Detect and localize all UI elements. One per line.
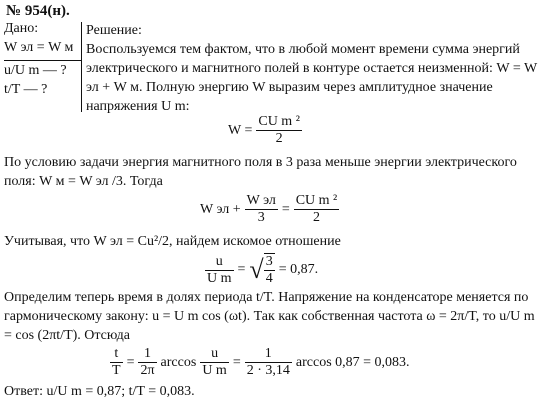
given-divider-vertical <box>81 22 82 112</box>
formula-1-lhs: W = <box>228 122 253 138</box>
formula-1-fraction: $\frac{\text{CU m ²}}{2}$ <box>258 114 300 146</box>
given-line-1: W эл = W м <box>4 40 74 55</box>
given-divider-horizontal <box>4 60 82 61</box>
given-block <box>4 21 80 101</box>
paragraph-3: Учитывая, что W эл = Cu²/2, найдем искомое отношение <box>4 234 341 249</box>
given-line-3: t/T — ? <box>4 82 48 97</box>
given-line-2: u/U m — ? <box>4 63 67 78</box>
square-root-symbol: √ $\frac{3}{4}$ <box>249 254 273 286</box>
answer: Ответ: u/U m = 0,87; t/T = 0,083. <box>4 384 195 399</box>
solution-label: Решение: <box>86 23 142 38</box>
given-label: Дано: <box>4 21 39 36</box>
paragraph-1: Воспользуемся тем фактом, что в любой момент времени сумма энергий электрического и магнитного полей в контуре остается неизменной: W = W эл + W м. Полную энергию W выразим через амплитудное значение напряжения U m: <box>86 42 537 114</box>
paragraph-2: По условию задачи энергия магнитного поля в 3 раза меньше энергии электрического поля: W м = W эл /3. Тогда <box>4 155 517 189</box>
solution-intro <box>86 21 546 116</box>
formula-1 <box>228 114 302 147</box>
problem-number: № 954(н). <box>6 3 70 19</box>
formula-4: $\frac{t}{T}$ = $\frac{1}{2\pi}$ arccos $\frac{u}{\text{U m}}$ = $\frac{1}{2 \cdot 3,14}$ arccos 0,87 = 0,083. <box>112 346 410 378</box>
formula-2: W эл + $\frac{\text{W эл}}{3}$ = $\frac{\text{CU m ²}}{2}$ <box>200 193 338 225</box>
formula-3: $\frac{u}{\text{U m}}$ = √ $\frac{3}{4}$ = 0,87. <box>207 253 319 286</box>
paragraph-4: Определим теперь время в долях периода t/T. Напряжение на конденсаторе меняется по гармоническому закону: u = U m cos (ωt). Так как собственная частота ω = 2π/T, то u/U m = cos (2πt/T). Отсюда <box>4 290 535 343</box>
